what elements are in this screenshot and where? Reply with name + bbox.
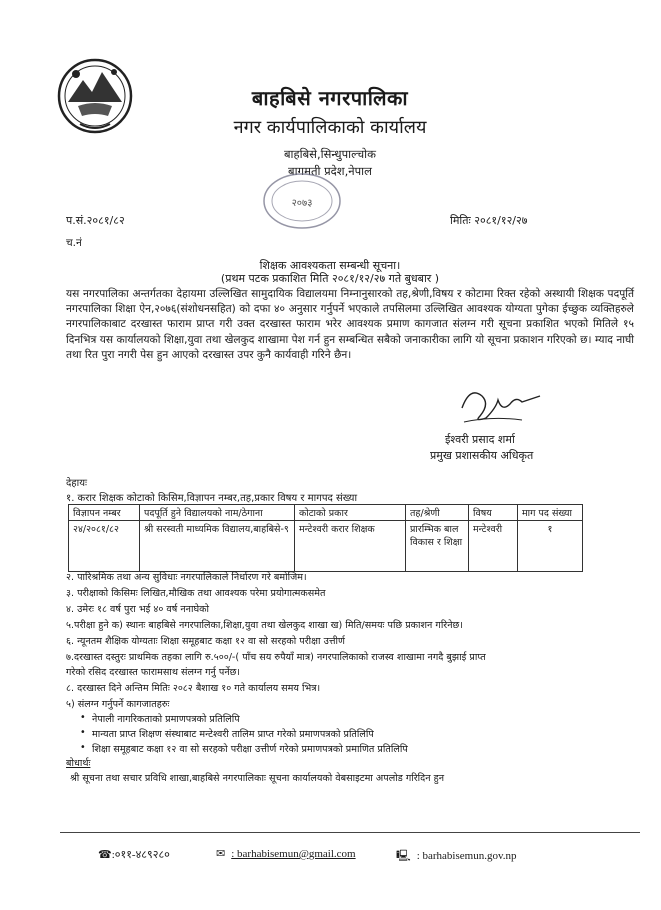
office-stamp — [254, 168, 350, 234]
vacancy-table — [68, 504, 583, 572]
table-row — [69, 521, 583, 572]
cell-level: प्रारम्भिक बाल विकास र शिक्षा — [406, 521, 469, 572]
notice-body: यस नगरपालिका अन्तर्गतका देहायमा उल्लिखित सामुदायिक विद्यालयमा निम्नानुसारको तह,श्रेणी,विषय र कोटामा रिक्त रहेको अस्थायी शिक्षक पदपूर्ति नगरपालिका शिक्षा ऐन,२०७६(संशोधनसहित) को दफा ४० अनुसार गर्नुपर्ने भएकाले तपसिलमा उल्लिखित आवश्यक योग्यता पुगेका ईच्छुक व्यक्तिहरुले नगरपालिकाबाट दरखास्त फाराम प्राप्त गरी उक्त दरखास्त फाराम भरेर आवश्यक प्रमाण कागजात संलग्न गरी सूचना प्रकाशित भएको मितिले १५ दिनभित्र यस कार्यालयको शिक्षा,युवा तथा खेलकुद शाखामा पेश गर्न हुन सम्बन्धित सबैको जनाकारीका लागि यो सूचना प्रकाशन गरिएको छ। म्याद नाघी तथा रित पुरा नगरी पेस हुन आएको दरखास्त उपर कुनै कार्यवाही गरिने छैन। — [66, 288, 634, 361]
cell-quota-type: मन्टेश्वरी करार शिक्षक — [295, 521, 406, 572]
list-item: ५.परीक्षा हुने क) स्थानः बाहबिसे नगरपालिका,शिक्षा,युवा तथा खेलकुद शाखा ख) मिति/समयः पछि प्रकाशन गरिनेछ। — [66, 620, 463, 631]
col-header-quota-type: कोटाको प्रकार — [295, 505, 406, 521]
footer-website[interactable] — [396, 847, 516, 866]
col-header-ad-number: विज्ञापन नम्बर — [69, 505, 140, 521]
footer-phone — [98, 847, 170, 862]
list-item: ३. परीक्षाको किसिमः लिखित,मौखिक तथा आवश्यक परेमा प्रयोगात्मकसमेत — [66, 588, 326, 599]
footer-divider — [60, 832, 640, 833]
stamp-year: २०७३ — [291, 198, 313, 209]
envelope-icon: ✉ — [216, 848, 226, 860]
cell-subject: मन्टेश्वरी — [469, 521, 518, 572]
nepal-emblem-logo — [50, 52, 140, 134]
website-text[interactable]: : barhabisemun.gov.np — [416, 850, 517, 862]
list-item: २. पारिश्रमिक तथा अन्य सुविधाः नगरपालिकाले निर्धारण गरे बमोजिम। — [66, 572, 307, 583]
attachment-item: • नेपाली नागरिकताको प्रमाणपत्रको प्रतिलिपि — [92, 712, 240, 725]
cell-ad-number: २४/२०८१/८२ — [69, 521, 140, 572]
cell-posts: १ — [518, 521, 583, 572]
list-item: ५) संलग्न गर्नुपर्ने कागजातहरुः — [66, 699, 170, 710]
computer-icon: 🖳 — [396, 850, 411, 862]
cc-note: श्री सूचना तथा सचार प्रविधि शाखा,बाहबिसे नगरपालिकाः सूचना कार्यालयको वेबसाइटमा अपलोड गरिदिन हुन — [70, 773, 445, 784]
notice-title: शिक्षक आवश्यकता सम्बन्धी सूचना। — [259, 259, 401, 272]
office-name: नगर कार्यपालिकाको कार्यालय — [233, 117, 427, 138]
signatory-name: ईश्वरी प्रसाद शर्मा — [445, 433, 515, 446]
address-line-2: बागमती प्रदेश,नेपाल — [288, 164, 372, 178]
list-item: ७.दरखास्त दस्तुरः प्राथमिक तहका लागि रु.५००/-( पाँच सय रुपैयाँ मात्र) नगरपालिकाको राजस्व शाखामा नगदै बुझाई प्राप्त — [66, 652, 486, 663]
col-header-school: पदपूर्ति हुने विद्यालयको नाम/ठेगाना — [140, 505, 295, 521]
signature — [452, 378, 562, 430]
list-item: ६. न्यूनतम शैक्षिक योग्यताः शिक्षा समूहबाट कक्षा १२ वा सो सरहको परीक्षा उत्तीर्ण — [66, 636, 345, 647]
col-header-subject: विषय — [469, 505, 518, 521]
reference-number: प.सं.२०८१/८२ — [66, 214, 125, 227]
phone-text: ☎:०११-४८९२८० — [98, 849, 170, 861]
table-header-row — [69, 505, 583, 521]
address-line-1: बाहबिसे,सिन्धुपाल्चोक — [283, 147, 376, 161]
cell-school: श्री सरस्वती माध्यमिक विद्यालय,बाहबिसे-९ — [140, 521, 295, 572]
dispatch-number: च.नं — [66, 237, 82, 249]
attachment-item: • शिक्षा समूहबाट कक्षा १२ वा सो सरहको परीक्षा उत्तीर्ण गरेको प्रमाणपत्रको प्रमाणित प्रतिलिपि — [92, 742, 408, 755]
attachment-item: • मान्यता प्राप्त शिक्षण संस्थाबाट मन्टेश्वरी तालिम प्राप्त गरेको प्रमाणपत्रको प्रतिलिपि — [92, 727, 374, 740]
list-item: ४. उमेरः १८ वर्ष पुरा भई ४० वर्ष ननाघेको — [66, 604, 209, 615]
list-item: गरेको रसिद दरखास्त फारामसाथ संलग्न गर्नु पर्नेछ। — [66, 667, 241, 678]
details-heading: देहायः — [66, 478, 88, 489]
col-header-level: तह/श्रेणी — [406, 505, 469, 521]
list-item: ८. दरखास्त दिने अन्तिम मितिः २०८२ बैशाख १० गते कार्यालय समय भित्र। — [66, 683, 321, 694]
organization-name: बाहबिसे नगरपालिका — [251, 86, 409, 110]
notice-subtitle: (प्रथम पटक प्रकाशित मिति २०८१/१२/२७ गते बुधबार ) — [220, 272, 440, 285]
footer-email[interactable] — [216, 847, 356, 860]
notice-date: मितिः २०८१/१२/२७ — [450, 214, 528, 227]
signatory-title: प्रमुख प्रशासकीय अधिकृत — [430, 449, 534, 462]
cc-label: बोधार्थः — [66, 758, 91, 769]
section-1-heading: १. करार शिक्षक कोटाको किसिम,विज्ञापन नम्बर,तह,प्रकार विषय र मागपद संख्या — [66, 493, 358, 504]
email-text[interactable]: : barhabisemun@gmail.com — [231, 848, 356, 860]
col-header-posts: माग पद संख्या — [518, 505, 583, 521]
